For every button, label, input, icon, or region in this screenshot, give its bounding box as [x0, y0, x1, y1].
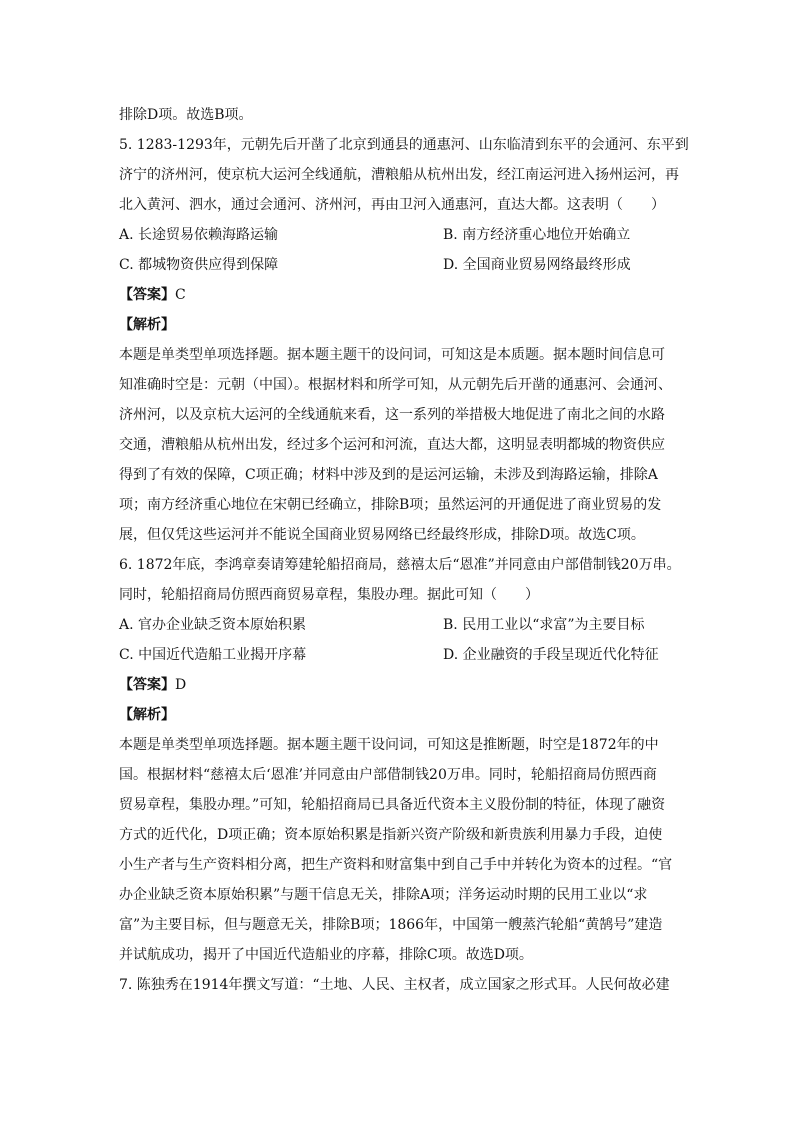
answer-tag: 【答案】	[119, 677, 175, 693]
option-d: D. 企业融资的手段呈现近代化特征	[443, 647, 659, 663]
analysis-line: 并试航成功，揭开了中国近代造船业的序幕，排除C项。故选D项。	[119, 947, 533, 963]
options-row	[119, 250, 679, 280]
question-6	[119, 550, 679, 970]
question-stem-line: 5. 1283-1293年，元朝先后开凿了北京到通县的通惠河、山东临清到东平的会通河、东平到	[119, 137, 689, 153]
option-b: B. 南方经济重心地位开始确立	[443, 227, 631, 243]
analysis-line: 富”为主要目标，但与题意无关，排除B项；1866年，中国第一艘蒸汽轮船“黄鹄号”建造	[119, 917, 663, 933]
answer-value: C	[175, 287, 186, 303]
question-stem-line: 7. 陈独秀在1914年撰文写道：“土地、人民、主权者，成立国家之形式耳。人民何故必建	[119, 977, 670, 993]
analysis-line: 贸易章程，集股办理。”可知，轮船招商局已具备近代资本主义股份制的特征，体现了融资	[119, 797, 666, 813]
question-5	[119, 130, 689, 550]
analysis-line: 办企业缺乏资本原始积累”与题干信息无关，排除A项；洋务运动时期的民用工业以“求	[119, 887, 648, 903]
option-c: C. 中国近代造船工业揭开序幕	[119, 647, 307, 663]
question-stem-line: 北入黄河、泗水，通过会通河、济州河，再由卫河入通惠河，直达大都。这表明（ ）	[119, 197, 665, 213]
answer-line	[119, 280, 679, 310]
analysis-line: 小生产者与生产资料相分离，把生产资料和财富集中到自己手中并转化为资本的过程。“官	[119, 857, 673, 873]
analysis-line: 展，但仅凭这些运河并不能说全国商业贸易网络已经最终形成，排除D项。故选C项。	[119, 527, 645, 543]
question-stem-line: 同时，轮船招商局仿照西商贸易章程，集股办理。据此可知（ ）	[119, 587, 539, 603]
analysis-tag: 【解析】	[119, 707, 175, 723]
analysis-line: 方式的近代化，D项正确；资本原始积累是指新兴资产阶级和新贵族利用暴力手段，迫使	[119, 827, 663, 843]
previous-answer-tail: 排除D项。故选B项。	[119, 107, 253, 123]
question-stem-line: 济宁的济州河，使京杭大运河全线通航，漕粮船从杭州出发，经江南运河进入扬州运河，再	[119, 167, 679, 183]
options-row	[119, 640, 679, 670]
option-a: A. 官办企业缺乏资本原始积累	[119, 617, 307, 633]
question-stem-line: 6. 1872年底，李鸿章奏请筹建轮船招商局，慈禧太后“恩准”并同意由户部借制钱20万串。	[119, 557, 681, 573]
analysis-line: 本题是单类型单项选择题。据本题主题干设问词，可知这是推断题，时空是1872年的中	[119, 737, 659, 753]
option-c: C. 都城物资供应得到保障	[119, 257, 279, 273]
option-a: A. 长途贸易依赖海路运输	[119, 227, 279, 243]
question-7	[119, 970, 679, 1000]
analysis-line: 济州河，以及京杭大运河的全线通航来看，这一系列的举措极大地促进了南北之间的水路	[119, 407, 665, 423]
analysis-line: 得到了有效的保障，C项正确；材料中涉及到的是运河运输，未涉及到海路运输，排除A	[119, 467, 658, 483]
analysis-line: 项；南方经济重心地位在宋朝已经确立，排除B项；虽然运河的开通促进了商业贸易的发	[119, 497, 662, 513]
document-page	[119, 100, 689, 1000]
option-b: B. 民用工业以“求富”为主要目标	[443, 617, 645, 633]
analysis-line: 本题是单类型单项选择题。据本题主题干的设问词，可知这是本质题。据本题时间信息可	[119, 347, 665, 363]
analysis-tag: 【解析】	[119, 317, 175, 333]
analysis-line: 知准确时空是：元朝（中国）。根据材料和所学可知，从元朝先后开凿的通惠河、会通河、	[119, 377, 672, 393]
option-d: D. 全国商业贸易网络最终形成	[443, 257, 631, 273]
analysis-line: 国。根据材料“慈禧太后‘恩准’并同意由户部借制钱20万串。同时，轮船招商局仿照西商	[119, 767, 657, 783]
options-row	[119, 220, 679, 250]
answer-line	[119, 670, 679, 700]
answer-tag: 【答案】	[119, 287, 175, 303]
analysis-line: 交通，漕粮船从杭州出发，经过多个运河和河流，直达大都，这明显表明都城的物资供应	[119, 437, 665, 453]
answer-value: D	[175, 677, 187, 693]
options-row	[119, 610, 679, 640]
